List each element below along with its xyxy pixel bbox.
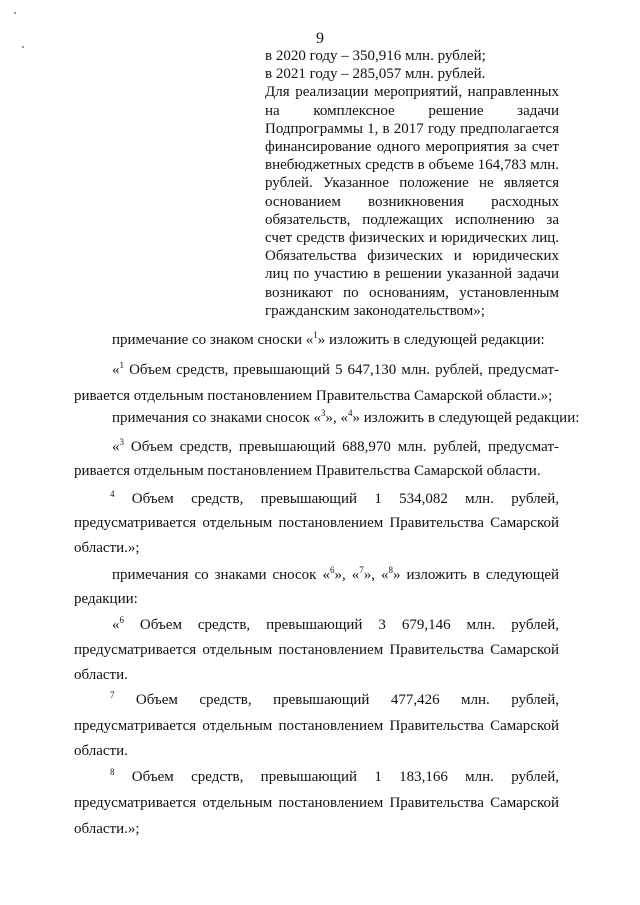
paragraph-notes-3-4-intro: примечания со знаками сносок «$^3$», «$^4$» изложить в следующей редакции: <box>112 408 580 426</box>
paragraph-notes-6-8-intro-cont: редакции: <box>74 591 138 607</box>
quoted-block-line: в 2021 году – 285,057 млн. рублей. <box>265 66 486 83</box>
paragraph-note-4-text-end: области.»; <box>74 540 140 556</box>
quoted-block-line: Для реализации мероприятий, направленных <box>265 84 559 101</box>
paragraph-note-6-text-cont: предусматривается отдельным постановлением Правительства Самарской <box>74 642 559 658</box>
paragraph-note-8-text-cont: предусматривается отдельным постановлением Правительства Самарской <box>74 795 559 811</box>
paragraph-note-7-text-cont: предусматривается отдельным постановлением Правительства Самарской <box>74 718 559 734</box>
paragraph-note-6-text: «$^6$ Объем средств, превышающий 3 679,146 млн. рублей, <box>112 615 559 633</box>
quoted-block-line: Подпрограммы 1, в 2017 году предполагается <box>265 120 559 137</box>
quoted-block-line: рублей. Указанное положение не является <box>265 175 559 192</box>
quoted-funding-block <box>265 47 559 320</box>
quoted-block-line: лиц по участию в решении указанной задачи <box>265 266 559 283</box>
paragraph-note-1-text-cont: ривается отдельным постановлением Правительства Самарской области.»; <box>74 388 553 404</box>
quoted-block-line: финансирование одного мероприятия за счет <box>265 139 559 156</box>
paragraph-note-1-text: «$^1$ Объем средств, превышающий 5 647,130 млн. рублей, предусмат- <box>112 360 559 378</box>
quoted-block-line: обязательств, подлежащих исполнению за <box>265 211 559 228</box>
paragraph-note-1-intro: примечание со знаком сноски «$^1$» изложить в следующей редакции: <box>112 330 545 348</box>
paragraph-note-7-text: $^7$ Объем средств, превышающий 477,426 млн. рублей, <box>110 690 559 708</box>
quoted-block-line: гражданским законодательством»; <box>265 302 485 319</box>
quoted-block-line: возникают по основаниям, установленным <box>265 284 559 301</box>
quoted-block-line: в 2020 году – 350,916 млн. рублей; <box>265 48 486 64</box>
quoted-block-line: основанием возникновения расходных <box>265 193 559 210</box>
paragraph-note-4-text: $^4$ Объем средств, превышающий 1 534,082 млн. рублей, <box>110 489 559 507</box>
quoted-block-line: Обязательства физических и юридических <box>265 248 559 265</box>
paragraph-note-6-text-end: области. <box>74 667 128 683</box>
quoted-block-line: счет средств физических и юридических лиц. <box>265 230 559 247</box>
paragraph-note-7-text-end: области. <box>74 743 128 759</box>
paragraph-note-3-text: «$^3$ Объем средств, превышающий 688,970 млн. рублей, предусмат- <box>112 437 559 455</box>
paragraph-notes-6-8-intro: примечания со знаками сносок «$^6$», «$^7$», «$^8$» изложить в следующей <box>112 565 560 583</box>
scan-speck <box>14 12 16 14</box>
quoted-block-line: на комплексное решение задачи <box>265 102 559 119</box>
paragraph-note-8-text: $^8$ Объем средств, превышающий 1 183,166 млн. рублей, <box>110 767 559 785</box>
quoted-block-line: внебюджетных средств в объеме 164,783 млн. <box>265 157 559 174</box>
paragraph-note-8-text-end: области.»; <box>74 821 140 837</box>
page-number: 9 <box>316 30 324 47</box>
paragraph-note-4-text-cont: предусматривается отдельным постановлением Правительства Самарской <box>74 515 559 531</box>
paragraph-note-3-text-cont: ривается отдельным постановлением Правительства Самарской области. <box>74 463 541 479</box>
